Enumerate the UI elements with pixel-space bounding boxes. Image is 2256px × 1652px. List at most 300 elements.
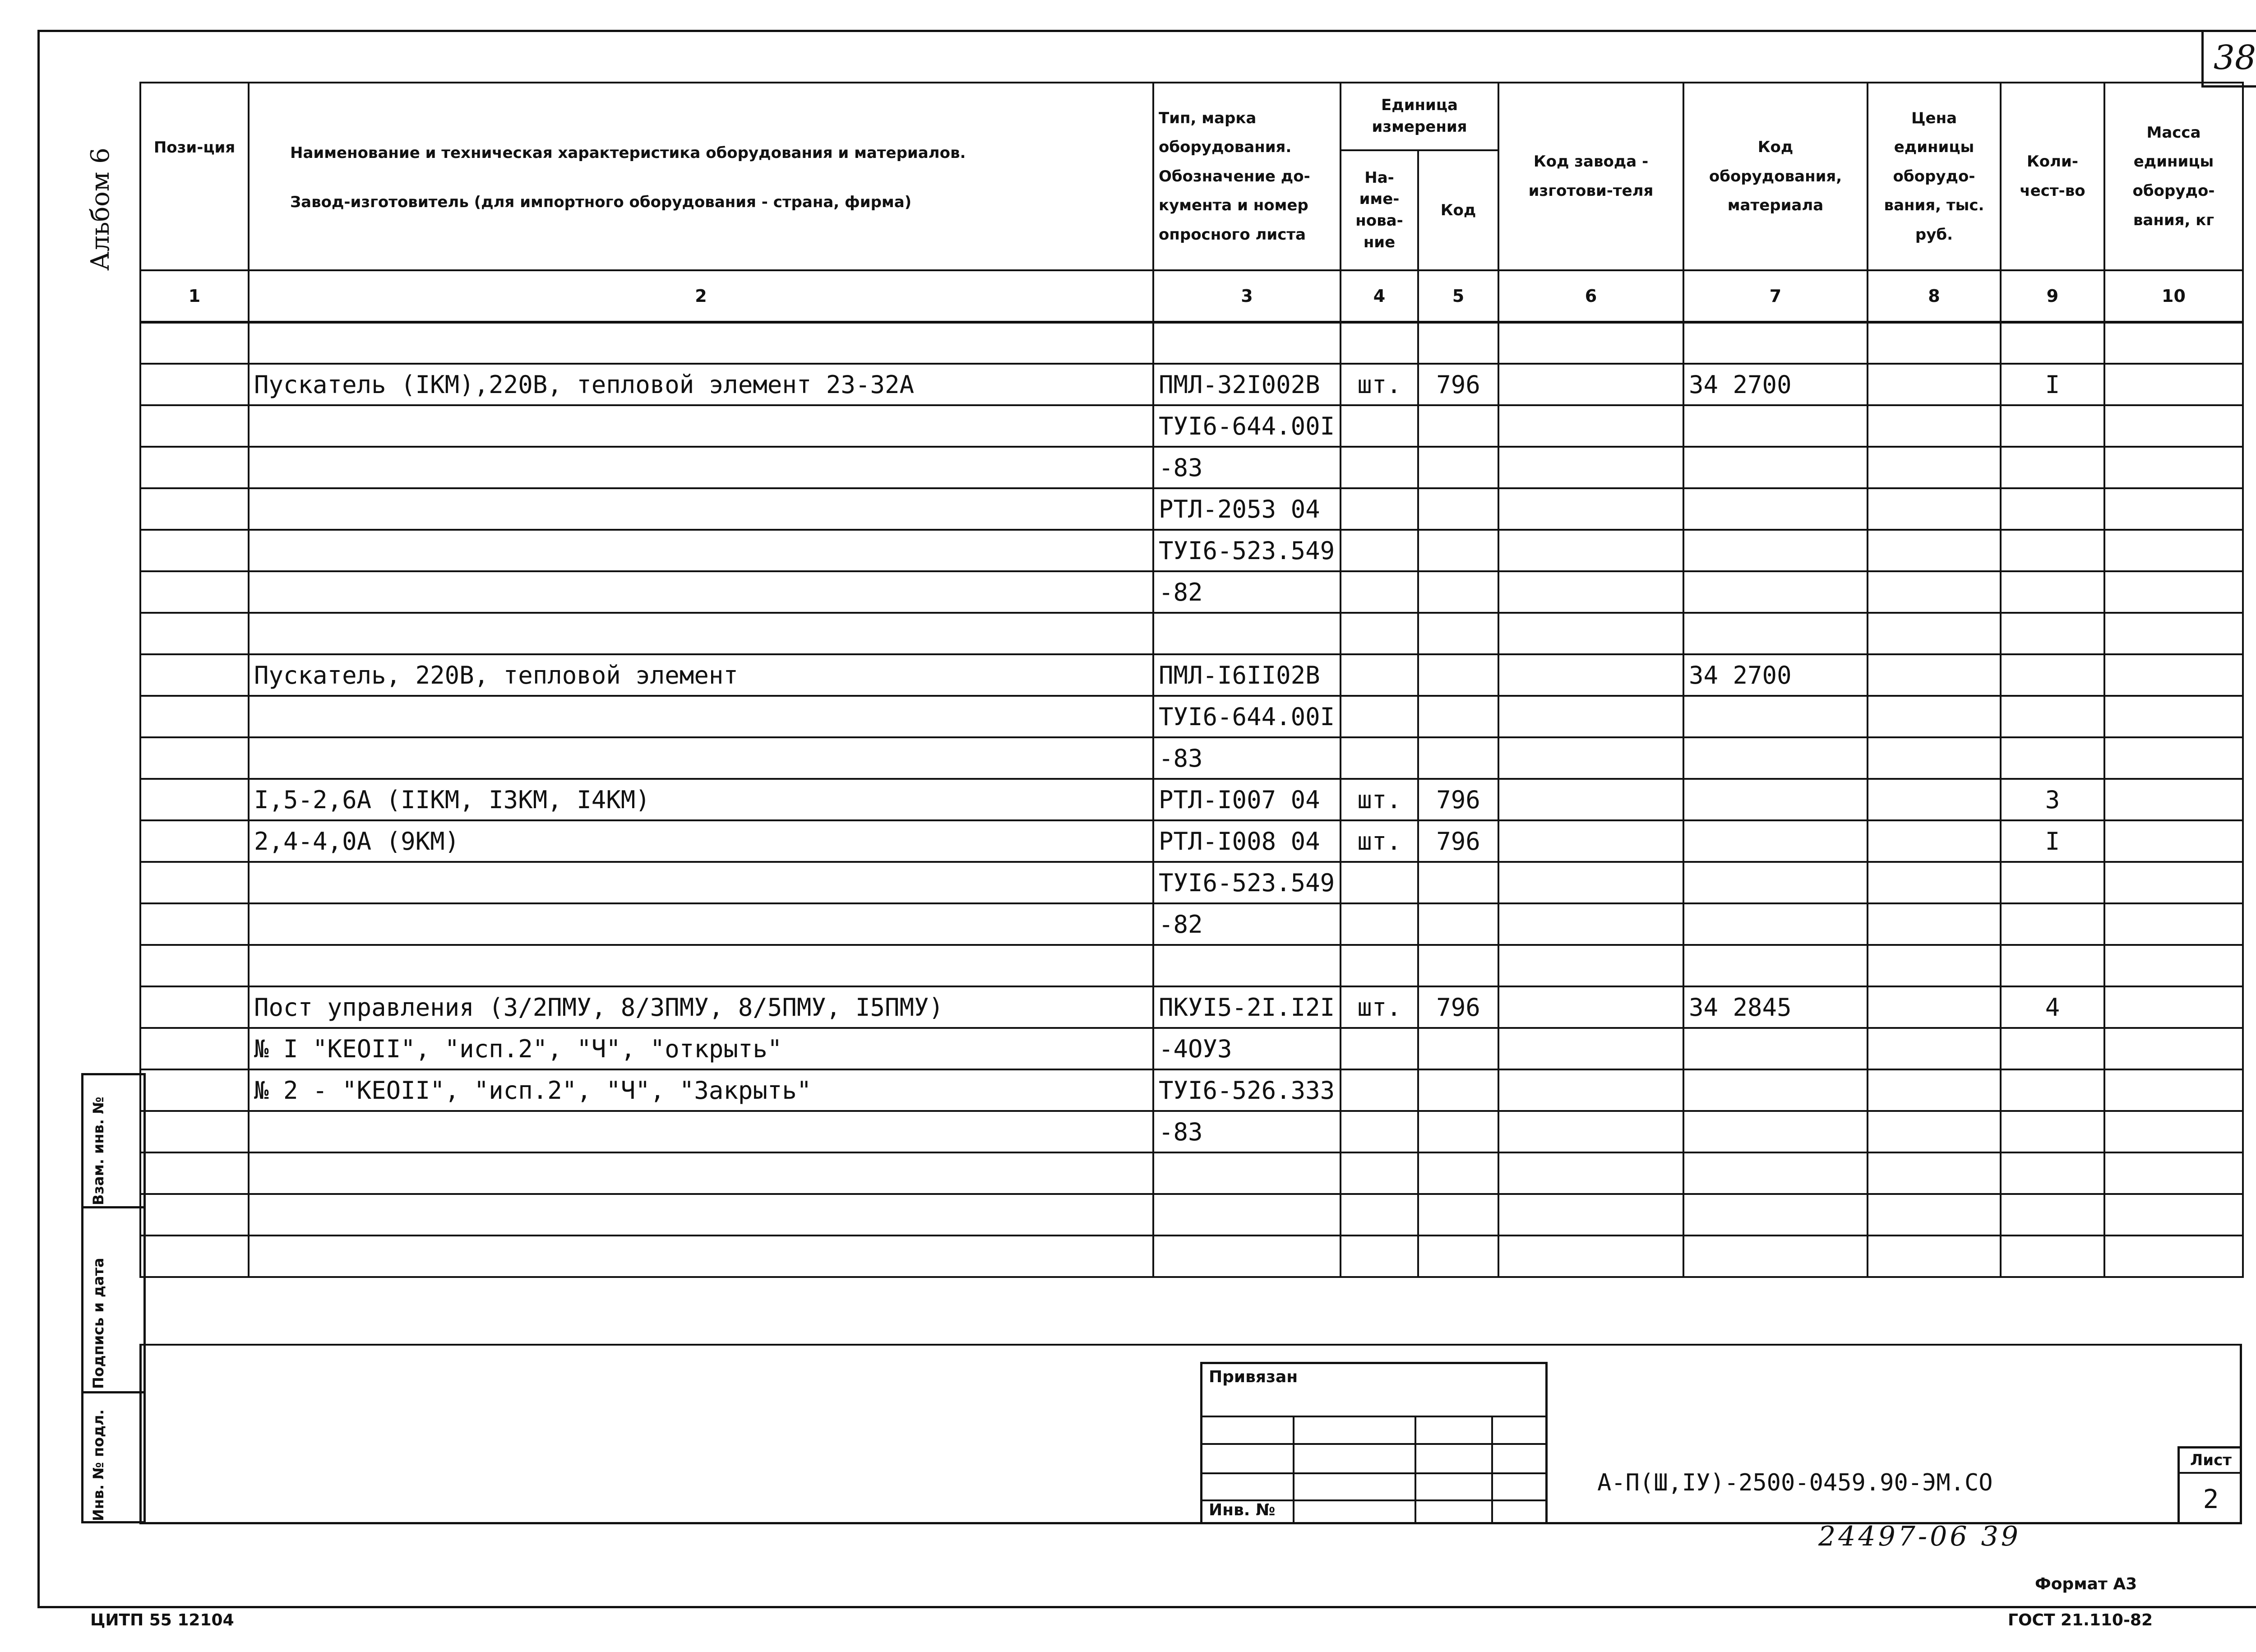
table-row: [140, 364, 2243, 405]
table-cell-c4: [1341, 737, 1418, 779]
table-cell-c1: [140, 571, 249, 613]
table-cell-c6: [1498, 696, 1683, 737]
stamp-privyazan: Привязан: [1209, 1368, 1298, 1386]
table-cell-c6: [1498, 1236, 1683, 1277]
table-cell-c8: [1868, 779, 2001, 820]
table-cell-c1: [140, 986, 249, 1028]
table-cell-c2: [249, 571, 1153, 613]
column-number: 6: [1498, 270, 1683, 322]
document-code: А-П(Ш,IУ)-2500-0459.90-ЭМ.СО: [1597, 1469, 1993, 1496]
table-cell-c9: [2001, 405, 2104, 447]
table-cell-c9: [2001, 447, 2104, 488]
table-cell-c5: [1418, 696, 1498, 737]
header-price: Цена единицы оборудо-вания, тыс. руб.: [1868, 83, 2001, 270]
table-cell-c3: [1153, 322, 1341, 364]
table-cell-c5: [1418, 613, 1498, 654]
header-unit-group: Единица измерения: [1341, 83, 1498, 150]
table-cell-c4: [1341, 613, 1418, 654]
table-cell-c5: [1418, 654, 1498, 696]
table-cell-c8: [1868, 986, 2001, 1028]
table-cell-c4: [1341, 1028, 1418, 1069]
table-cell-c8: [1868, 696, 2001, 737]
table-cell-c9: [2001, 945, 2104, 986]
table-cell-c9: [2001, 322, 2104, 364]
table-cell-c1: [140, 1028, 249, 1069]
column-number: 2: [249, 270, 1153, 322]
table-cell-c7: [1683, 613, 1868, 654]
table-cell-c7: [1683, 779, 1868, 820]
table-cell-c3: -83: [1153, 1111, 1341, 1152]
table-cell-c6: [1498, 654, 1683, 696]
binding-stamp: [1200, 1362, 1548, 1524]
table-cell-c1: [140, 1236, 249, 1277]
header-name: [249, 83, 1153, 270]
format-label: Формат А3: [2035, 1575, 2137, 1593]
table-row: [140, 447, 2243, 488]
column-number: 1: [140, 270, 249, 322]
table-cell-c6: [1498, 1152, 1683, 1194]
table-cell-c4: шт.: [1341, 820, 1418, 862]
table-cell-c3: РТЛ-I007 04: [1153, 779, 1341, 820]
table-cell-c8: [1868, 945, 2001, 986]
table-cell-c5: [1418, 1111, 1498, 1152]
table-cell-c5: 796: [1418, 779, 1498, 820]
table-row: [140, 737, 2243, 779]
table-cell-c9: [2001, 862, 2104, 903]
table-cell-c6: [1498, 1028, 1683, 1069]
table-cell-c1: [140, 530, 249, 571]
table-row: [140, 945, 2243, 986]
table-cell-c4: [1341, 322, 1418, 364]
table-cell-c7: [1683, 571, 1868, 613]
side-cell-inv-podl: Инв. № подл.: [81, 1391, 146, 1523]
spec-table: [139, 82, 2244, 1278]
table-cell-c3: [1153, 1236, 1341, 1277]
table-cell-c10: [2104, 1069, 2243, 1111]
table-cell-c3: -83: [1153, 447, 1341, 488]
table-cell-c10: [2104, 1111, 2243, 1152]
table-row: [140, 1069, 2243, 1111]
table-row: [140, 488, 2243, 530]
header-quantity: Коли-чест-во: [2001, 83, 2104, 270]
table-cell-c10: [2104, 447, 2243, 488]
table-cell-c10: [2104, 1194, 2243, 1236]
table-cell-c10: [2104, 364, 2243, 405]
table-cell-c5: [1418, 903, 1498, 945]
table-cell-c10: [2104, 820, 2243, 862]
column-number-row: [140, 270, 2243, 322]
table-cell-c6: [1498, 405, 1683, 447]
table-cell-c3: ПМЛ-I6II02В: [1153, 654, 1341, 696]
table-cell-c7: 34 2845: [1683, 986, 1868, 1028]
table-row: [140, 903, 2243, 945]
table-cell-c9: [2001, 654, 2104, 696]
table-cell-c5: [1418, 737, 1498, 779]
table-cell-c1: [140, 862, 249, 903]
table-cell-c5: [1418, 1028, 1498, 1069]
table-cell-c8: [1868, 654, 2001, 696]
table-cell-c5: [1418, 530, 1498, 571]
table-cell-c2: [249, 530, 1153, 571]
table-cell-c10: [2104, 1152, 2243, 1194]
table-cell-c3: [1153, 1194, 1341, 1236]
table-cell-c3: РТЛ-I008 04: [1153, 820, 1341, 862]
column-number: 5: [1418, 270, 1498, 322]
table-cell-c4: [1341, 903, 1418, 945]
table-cell-c1: [140, 737, 249, 779]
table-cell-c7: [1683, 1152, 1868, 1194]
table-cell-c2: [249, 862, 1153, 903]
table-cell-c10: [2104, 571, 2243, 613]
table-cell-c5: [1418, 322, 1498, 364]
table-cell-c8: [1868, 405, 2001, 447]
table-cell-c4: [1341, 447, 1418, 488]
table-cell-c2: [249, 613, 1153, 654]
table-cell-c4: [1341, 1236, 1418, 1277]
table-cell-c6: [1498, 322, 1683, 364]
table-cell-c8: [1868, 1236, 2001, 1277]
table-cell-c2: [249, 405, 1153, 447]
table-cell-c8: [1868, 1028, 2001, 1069]
table-cell-c5: 796: [1418, 364, 1498, 405]
table-cell-c10: [2104, 530, 2243, 571]
table-cell-c2: № 2 - "КЕОII", "исп.2", "Ч", "Закрыть": [249, 1069, 1153, 1111]
table-row: [140, 862, 2243, 903]
table-cell-c2: I,5-2,6А (IIКМ, I3КМ, I4КМ): [249, 779, 1153, 820]
table-cell-c1: [140, 1152, 249, 1194]
table-row: [140, 571, 2243, 613]
table-cell-c5: [1418, 945, 1498, 986]
header-name-line1: Наименование и техническая характеристика оборудования и материалов.: [290, 144, 966, 162]
table-cell-c8: [1868, 364, 2001, 405]
table-cell-c1: [140, 447, 249, 488]
table-cell-c5: [1418, 405, 1498, 447]
table-cell-c3: ТУI6-523.549: [1153, 530, 1341, 571]
table-row: [140, 322, 2243, 364]
stamp-divider: [1491, 1416, 1493, 1522]
table-cell-c2: Пускатель (IКМ),220В, тепловой элемент 23-32А: [249, 364, 1153, 405]
table-cell-c2: Пускатель, 220В, тепловой элемент: [249, 654, 1153, 696]
table-cell-c6: [1498, 488, 1683, 530]
table-row: [140, 1194, 2243, 1236]
table-cell-c7: [1683, 1111, 1868, 1152]
table-cell-c8: [1868, 1194, 2001, 1236]
table-cell-c4: шт.: [1341, 364, 1418, 405]
table-cell-c6: [1498, 986, 1683, 1028]
table-cell-c6: [1498, 1194, 1683, 1236]
table-cell-c4: [1341, 571, 1418, 613]
table-cell-c4: [1341, 488, 1418, 530]
column-number: 8: [1868, 270, 2001, 322]
table-cell-c1: [140, 1194, 249, 1236]
table-cell-c4: [1341, 696, 1418, 737]
table-cell-c8: [1868, 613, 2001, 654]
table-cell-c7: [1683, 1236, 1868, 1277]
table-cell-c10: [2104, 322, 2243, 364]
column-number: 3: [1153, 270, 1341, 322]
column-number: 9: [2001, 270, 2104, 322]
table-cell-c4: [1341, 1111, 1418, 1152]
table-cell-c5: 796: [1418, 986, 1498, 1028]
table-cell-c6: [1498, 820, 1683, 862]
table-cell-c6: [1498, 364, 1683, 405]
table-cell-c10: [2104, 862, 2243, 903]
table-cell-c1: [140, 613, 249, 654]
table-cell-c6: [1498, 737, 1683, 779]
side-stamp-block: [81, 1073, 146, 1523]
table-cell-c10: [2104, 613, 2243, 654]
stamp-line: [1202, 1416, 1545, 1417]
header-position: Пози-ция: [140, 83, 249, 270]
table-cell-c8: [1868, 737, 2001, 779]
table-cell-c7: [1683, 737, 1868, 779]
side-cell-podpis: Подпись и дата: [81, 1206, 146, 1393]
sheet-corner-number: 38: [2201, 30, 2256, 88]
table-cell-c7: [1683, 903, 1868, 945]
table-cell-c10: [2104, 696, 2243, 737]
table-cell-c7: 34 2700: [1683, 364, 1868, 405]
table-cell-c9: [2001, 1152, 2104, 1194]
table-cell-c1: [140, 1069, 249, 1111]
table-cell-c3: [1153, 1152, 1341, 1194]
table-cell-c1: [140, 364, 249, 405]
table-cell-c9: [2001, 1111, 2104, 1152]
table-cell-c2: [249, 1152, 1153, 1194]
column-number: 4: [1341, 270, 1418, 322]
header-type: Тип, марка оборудования. Обозначение до-кумента и номер опросного листа: [1153, 83, 1341, 270]
table-row: [140, 696, 2243, 737]
table-cell-c4: [1341, 654, 1418, 696]
table-cell-c8: [1868, 571, 2001, 613]
table-cell-c7: [1683, 405, 1868, 447]
table-cell-c4: [1341, 945, 1418, 986]
table-cell-c8: [1868, 1111, 2001, 1152]
table-cell-c5: [1418, 1152, 1498, 1194]
table-row: [140, 820, 2243, 862]
table-cell-c8: [1868, 447, 2001, 488]
spec-table-wrap: [139, 82, 2242, 1345]
table-cell-c4: [1341, 1152, 1418, 1194]
table-cell-c8: [1868, 820, 2001, 862]
table-row: [140, 1236, 2243, 1277]
table-cell-c4: шт.: [1341, 779, 1418, 820]
table-cell-c9: 3: [2001, 779, 2104, 820]
table-cell-c7: [1683, 820, 1868, 862]
table-cell-c4: [1341, 1069, 1418, 1111]
table-row: [140, 1152, 2243, 1194]
table-cell-c8: [1868, 488, 2001, 530]
table-cell-c1: [140, 654, 249, 696]
table-cell-c6: [1498, 945, 1683, 986]
table-cell-c1: [140, 696, 249, 737]
table-cell-c1: [140, 1111, 249, 1152]
table-cell-c1: [140, 779, 249, 820]
table-cell-c2: [249, 903, 1153, 945]
table-cell-c10: [2104, 779, 2243, 820]
table-cell-c6: [1498, 1111, 1683, 1152]
table-cell-c9: I: [2001, 364, 2104, 405]
table-cell-c5: [1418, 488, 1498, 530]
table-cell-c10: [2104, 405, 2243, 447]
table-row: [140, 405, 2243, 447]
table-cell-c10: [2104, 903, 2243, 945]
table-cell-c4: [1341, 405, 1418, 447]
table-cell-c7: [1683, 1194, 1868, 1236]
table-cell-c9: [2001, 737, 2104, 779]
table-cell-c8: [1868, 530, 2001, 571]
table-cell-c7: [1683, 696, 1868, 737]
table-cell-c4: [1341, 1194, 1418, 1236]
table-cell-c4: [1341, 862, 1418, 903]
table-cell-c3: ТУI6-523.549: [1153, 862, 1341, 903]
album-label: Альбом 6: [86, 148, 115, 271]
sheet-number: 2: [2203, 1484, 2219, 1514]
header-name-line2: Завод-изготовитель (для импортного оборудования - страна, фирма): [290, 193, 912, 211]
table-cell-c3: -82: [1153, 903, 1341, 945]
table-cell-c4: шт.: [1341, 986, 1418, 1028]
table-cell-c9: [2001, 613, 2104, 654]
gost-label: ГОСТ 21.110-82: [2008, 1611, 2153, 1629]
table-cell-c8: [1868, 1069, 2001, 1111]
table-cell-c1: [140, 945, 249, 986]
table-cell-c10: [2104, 1028, 2243, 1069]
stamp-divider: [1293, 1416, 1294, 1522]
header-unit-name: На-име-нова-ние: [1341, 150, 1418, 270]
table-cell-c2: [249, 1194, 1153, 1236]
table-cell-c10: [2104, 654, 2243, 696]
table-cell-c10: [2104, 986, 2243, 1028]
table-row: [140, 1111, 2243, 1152]
bottom-title-area: [139, 1344, 2242, 1524]
sheet-label: Лист: [2180, 1448, 2242, 1474]
table-cell-c2: [249, 737, 1153, 779]
header-mass: Масса единицы оборудо-вания, кг: [2104, 83, 2243, 270]
table-cell-c3: [1153, 613, 1341, 654]
table-row: [140, 1028, 2243, 1069]
table-cell-c9: [2001, 1194, 2104, 1236]
table-cell-c2: 2,4-4,0А (9КМ): [249, 820, 1153, 862]
table-cell-c2: Пост управления (3/2ПМУ, 8/3ПМУ, 8/5ПМУ, I5ПМУ): [249, 986, 1153, 1028]
table-cell-c9: [2001, 1236, 2104, 1277]
header-row-1: [140, 83, 2243, 150]
table-cell-c7: [1683, 322, 1868, 364]
table-cell-c5: 796: [1418, 820, 1498, 862]
table-cell-c8: [1868, 862, 2001, 903]
table-cell-c3: ТУI6-644.00I: [1153, 405, 1341, 447]
table-cell-c6: [1498, 1069, 1683, 1111]
table-cell-c1: [140, 820, 249, 862]
table-cell-c9: 4: [2001, 986, 2104, 1028]
table-cell-c3: ПКУI5-2I.I2I: [1153, 986, 1341, 1028]
citp-label: ЦИТП 55 12104: [90, 1611, 234, 1629]
table-cell-c6: [1498, 571, 1683, 613]
spec-table-body: [140, 322, 2243, 1277]
table-cell-c9: [2001, 488, 2104, 530]
table-row: [140, 613, 2243, 654]
table-cell-c7: [1683, 1069, 1868, 1111]
table-row: [140, 530, 2243, 571]
table-row: [140, 779, 2243, 820]
table-cell-c5: [1418, 862, 1498, 903]
handwritten-number: 24497-06 39: [1818, 1521, 2021, 1552]
table-cell-c2: [249, 945, 1153, 986]
table-cell-c5: [1418, 1236, 1498, 1277]
table-cell-c7: [1683, 447, 1868, 488]
table-cell-c7: [1683, 530, 1868, 571]
stamp-divider: [1415, 1416, 1416, 1522]
table-cell-c2: [249, 322, 1153, 364]
table-cell-c7: [1683, 945, 1868, 986]
table-cell-c3: ТУI6-644.00I: [1153, 696, 1341, 737]
table-cell-c3: ТУI6-526.333: [1153, 1069, 1341, 1111]
table-cell-c3: -82: [1153, 571, 1341, 613]
header-equipment-code: Код оборудования, материала: [1683, 83, 1868, 270]
column-number: 10: [2104, 270, 2243, 322]
stamp-inv-no: Инв. №: [1209, 1501, 1276, 1519]
header-unit-code: Код: [1418, 150, 1498, 270]
table-cell-c6: [1498, 613, 1683, 654]
table-cell-c3: РТЛ-2053 04: [1153, 488, 1341, 530]
table-cell-c1: [140, 322, 249, 364]
table-cell-c10: [2104, 737, 2243, 779]
side-cell-vzam: Взам. инв. №: [81, 1073, 146, 1208]
table-cell-c6: [1498, 779, 1683, 820]
table-cell-c8: [1868, 903, 2001, 945]
table-cell-c7: [1683, 488, 1868, 530]
table-cell-c1: [140, 405, 249, 447]
table-cell-c10: [2104, 1236, 2243, 1277]
table-cell-c7: [1683, 862, 1868, 903]
table-cell-c8: [1868, 322, 2001, 364]
table-cell-c2: № I "КЕОII", "исп.2", "Ч", "открыть": [249, 1028, 1153, 1069]
table-cell-c9: [2001, 1028, 2104, 1069]
table-cell-c2: [249, 696, 1153, 737]
table-cell-c7: 34 2700: [1683, 654, 1868, 696]
table-cell-c2: [249, 447, 1153, 488]
table-cell-c7: [1683, 1028, 1868, 1069]
table-cell-c3: [1153, 945, 1341, 986]
table-row: [140, 986, 2243, 1028]
stamp-line: [1202, 1443, 1545, 1445]
table-cell-c10: [2104, 945, 2243, 986]
table-cell-c3: -83: [1153, 737, 1341, 779]
table-cell-c9: [2001, 903, 2104, 945]
table-cell-c2: [249, 1236, 1153, 1277]
table-cell-c1: [140, 903, 249, 945]
table-cell-c1: [140, 488, 249, 530]
table-cell-c5: [1418, 447, 1498, 488]
table-cell-c4: [1341, 530, 1418, 571]
table-cell-c9: [2001, 530, 2104, 571]
table-row: [140, 654, 2243, 696]
table-cell-c3: ПМЛ-32I002В: [1153, 364, 1341, 405]
table-cell-c3: -4ОУ3: [1153, 1028, 1341, 1069]
table-cell-c10: [2104, 488, 2243, 530]
table-cell-c6: [1498, 447, 1683, 488]
table-cell-c2: [249, 488, 1153, 530]
header-factory-code: Код завода - изготови-теля: [1498, 83, 1683, 270]
table-cell-c6: [1498, 530, 1683, 571]
table-cell-c8: [1868, 1152, 2001, 1194]
table-cell-c9: [2001, 571, 2104, 613]
table-cell-c6: [1498, 903, 1683, 945]
column-number: 7: [1683, 270, 1868, 322]
table-cell-c5: [1418, 1194, 1498, 1236]
sheet-number-box: [2177, 1446, 2242, 1524]
stamp-line: [1202, 1472, 1545, 1474]
table-cell-c9: [2001, 696, 2104, 737]
table-cell-c6: [1498, 862, 1683, 903]
